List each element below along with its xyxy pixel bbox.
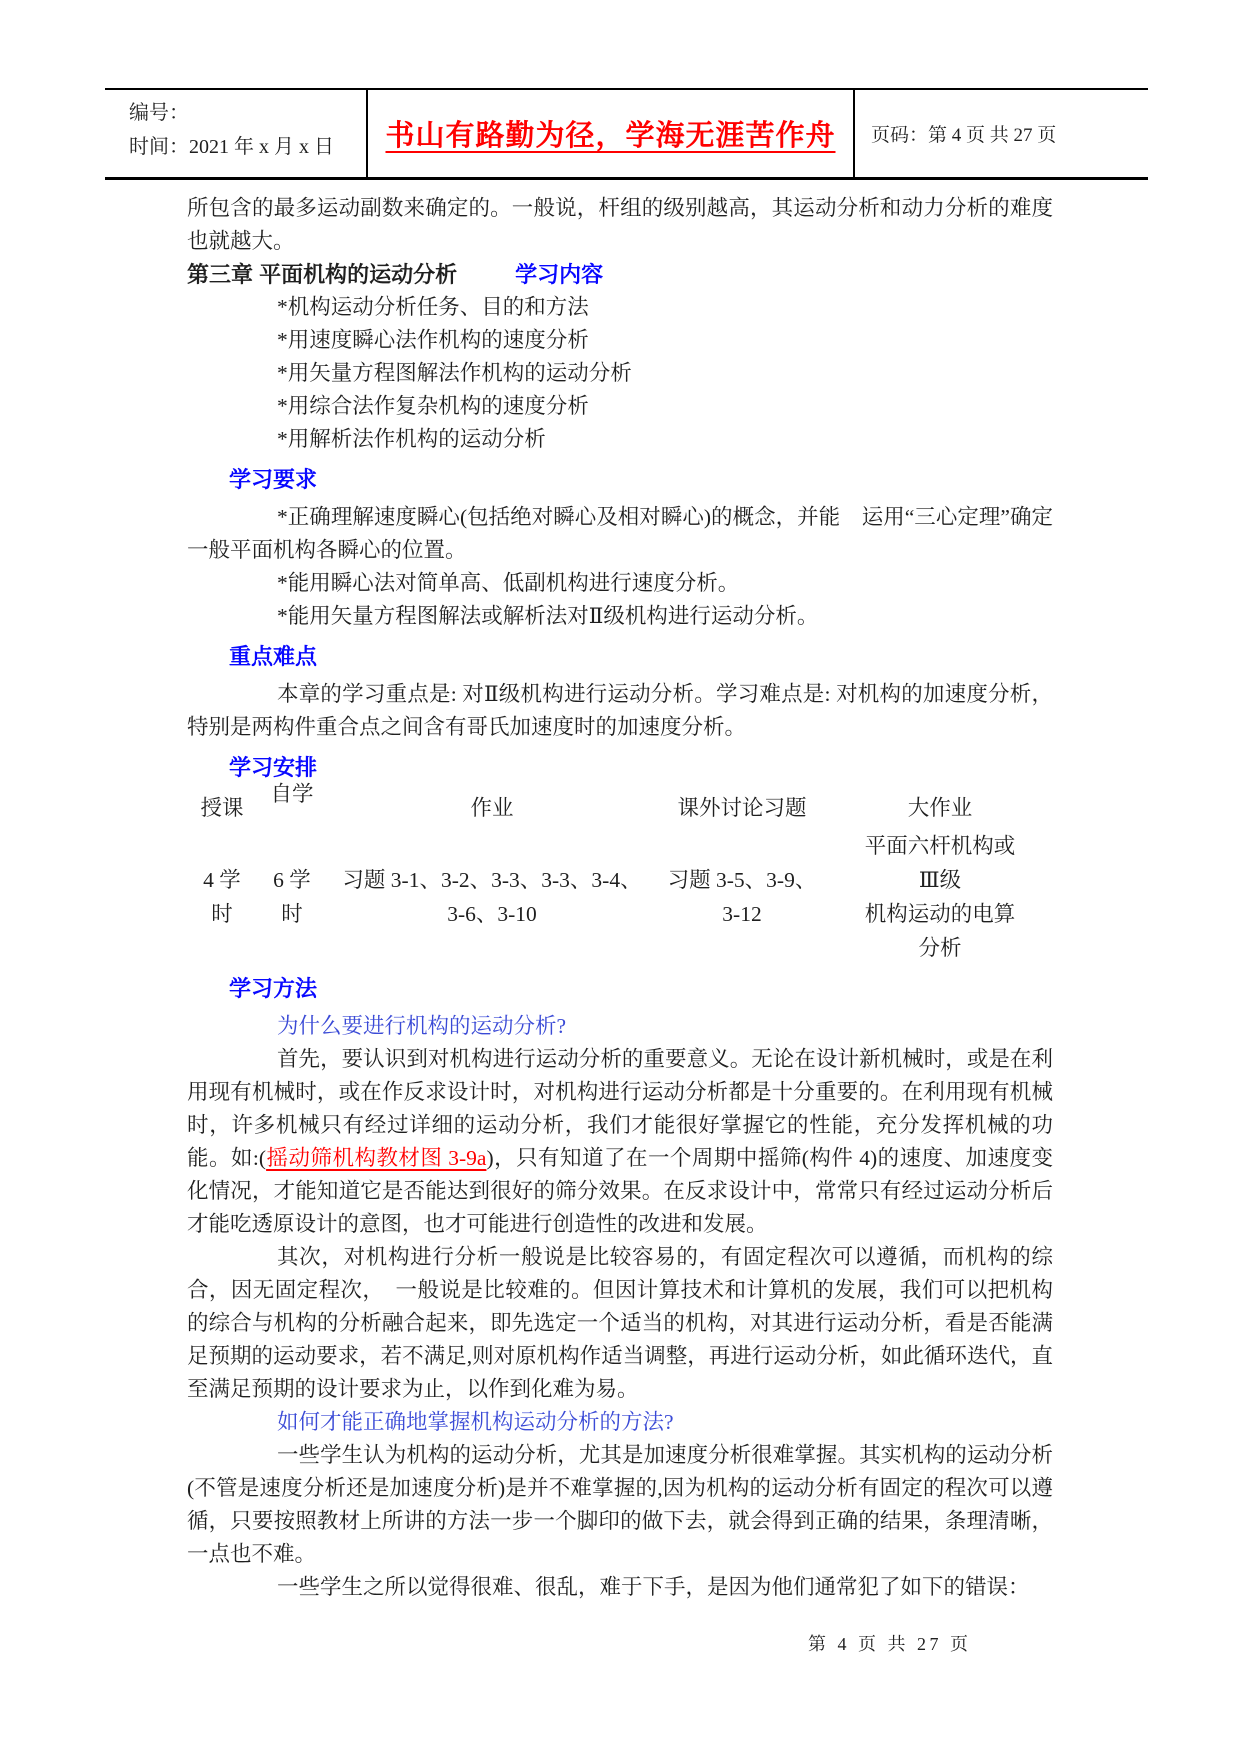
section-label-requirements: 学习要求 bbox=[229, 467, 318, 492]
schedule-header-row bbox=[187, 782, 1053, 825]
shaker-mechanism-figure-link[interactable]: 摇动筛机构教材图 3-9a bbox=[266, 1146, 487, 1170]
paragraph-keypoints: 本章的学习重点是: 对Ⅱ级机构进行运动分析。学习难点是: 对机构的加速度分析，特别是两构件重合点之间含有哥氏加速度时的加速度分析。 bbox=[187, 682, 1053, 739]
header-page-cell bbox=[855, 90, 1148, 177]
cell-line: 时 bbox=[211, 902, 233, 926]
footer-page-number: 第 4 页 共 27 页 bbox=[808, 1634, 972, 1654]
question-why-analysis: 为什么要进行机构的运动分析? bbox=[277, 1014, 567, 1038]
bullet-item: *用矢量方程图解法作机构的运动分析 bbox=[277, 361, 632, 385]
page-header bbox=[105, 88, 1148, 180]
cell-line: 平面六杆机构或 bbox=[864, 834, 1016, 858]
header-number-label: 编号： bbox=[129, 102, 189, 124]
schedule-cell-lecture bbox=[187, 863, 257, 931]
chapter-title: 第三章 平面机构的运动分析 bbox=[187, 262, 458, 287]
cell-line: 3-6、3-10 bbox=[447, 902, 537, 926]
cell-line: 时 bbox=[281, 902, 303, 926]
document-body bbox=[187, 192, 1053, 1604]
cell-line: 习题 3-1、3-2、3-3、3-3、3-4、 bbox=[342, 868, 642, 892]
schedule-cell-discussion bbox=[657, 863, 827, 931]
section-label-content: 学习内容 bbox=[515, 262, 604, 287]
schedule-data-row bbox=[187, 829, 1053, 965]
paragraph-requirement-1: *正确理解速度瞬心(包括绝对瞬心及相对瞬心)的概念，并能 运用“三心定理”确定一般平面机构各瞬心的位置。 bbox=[187, 505, 1053, 562]
schedule-cell-project bbox=[827, 829, 1053, 965]
schedule-header-project: 大作业 bbox=[907, 796, 973, 820]
paragraph-students-1: 一些学生认为机构的运动分析，尤其是加速度分析很难掌握。其实机构的运动分析(不管是速度分析还是加速度分析)是并不难掌握的,因为机构的运动分析有固定的程次可以遵循，只要按照教材上所讲的方法一步一个脚印的做下去，就会得到正确的结果，条理清晰，一点也不难。 bbox=[187, 1443, 1053, 1566]
paragraph-requirement-2: *能用瞬心法对简单高、低副机构进行速度分析。 bbox=[277, 571, 740, 595]
schedule-header-homework: 作业 bbox=[470, 796, 514, 820]
section-label-schedule: 学习安排 bbox=[229, 755, 318, 780]
schedule-header-selfstudy: 自学 bbox=[270, 782, 314, 806]
question-how-to-master: 如何才能正确地掌握机构运动分析的方法? bbox=[277, 1410, 674, 1434]
section-label-method: 学习方法 bbox=[229, 976, 318, 1001]
paragraph-second: 其次，对机构进行分析一般说是比较容易的，有固定程次可以遵循，而机构的综合，因无固定程次， 一般说是比较难的。但因计算技术和计算机的发展，我们可以把机构的综合与机构的分析融合起来，即先选定一个适当的机构，对其进行运动分析，看是否能满足预期的运动要求，若不满足,则对原机构作适当调整，再进行运动分析，如此循环迭代，直至满足预期的设计要求为止，以作到化难为易。 bbox=[187, 1245, 1053, 1401]
header-time-label: 时间：2021 年 x 月 x 日 bbox=[129, 136, 334, 158]
paragraph-first-text-before: 首先，要认识到对机构进行运动分析的重要意义。无论在设计新机械时，或是在利用现有机械时，或在作反求设计时，对机构进行运动分析都是十分重要的。在利用现有机械时，许多机械只有经过详细的运动分析，我们才能很好掌握它的性能，充分发挥机械的功能。如:( bbox=[187, 1047, 1053, 1170]
header-slogan-cell bbox=[368, 90, 855, 177]
schedule-header-lecture: 授课 bbox=[200, 796, 244, 820]
paragraph-carryover: 所包含的最多运动副数来确定的。一般说，杆组的级别越高，其运动分析和动力分析的难度也就越大。 bbox=[187, 196, 1053, 253]
chapter-heading bbox=[187, 258, 1053, 291]
bullet-item: *用解析法作机构的运动分析 bbox=[277, 427, 546, 451]
cell-line: 4 学 bbox=[203, 868, 241, 892]
paragraph-first-text-after: )，只有知道了在一个周期中摇筛(构件 4)的速度、加速度变化情况，才能知道它是否能达到很好的筛分效果。在反求设计中，常常只有经过运动分析后才能吃透原设计的意图，也才可能进行创造性的改进和发展。 bbox=[187, 1146, 1053, 1236]
cell-line: 3-12 bbox=[722, 902, 762, 926]
bullet-item: *用综合法作复杂机构的速度分析 bbox=[277, 394, 589, 418]
header-slogan-text: 书山有路勤为径，学海无涯苦作舟 bbox=[385, 120, 836, 152]
header-page-info: 页码：第 4 页 共 27 页 bbox=[871, 125, 1057, 146]
cell-line: 分析 bbox=[918, 936, 962, 960]
schedule-cell-homework bbox=[327, 863, 657, 931]
cell-line: 机构运动的电算 bbox=[864, 902, 1016, 926]
cell-line: 6 学 bbox=[273, 868, 311, 892]
paragraph-first bbox=[187, 1043, 1053, 1241]
header-meta-cell bbox=[105, 90, 368, 177]
section-label-keypoints: 重点难点 bbox=[229, 644, 318, 669]
paragraph-requirement-3: *能用矢量方程图解法或解析法对Ⅱ级机构进行运动分析。 bbox=[277, 604, 819, 628]
bullet-item: *机构运动分析任务、目的和方法 bbox=[277, 295, 589, 319]
paragraph-students-2: 一些学生之所以觉得很难、很乱，难于下手，是因为他们通常犯了如下的错误： bbox=[277, 1575, 1030, 1599]
schedule-table bbox=[187, 782, 1053, 965]
bullet-item: *用速度瞬心法作机构的速度分析 bbox=[277, 328, 589, 352]
schedule-cell-selfstudy bbox=[257, 863, 327, 931]
cell-line: 习题 3-5、3-9、 bbox=[667, 868, 817, 892]
schedule-header-discussion: 课外讨论习题 bbox=[677, 796, 807, 820]
cell-line: Ⅲ级 bbox=[918, 868, 962, 892]
